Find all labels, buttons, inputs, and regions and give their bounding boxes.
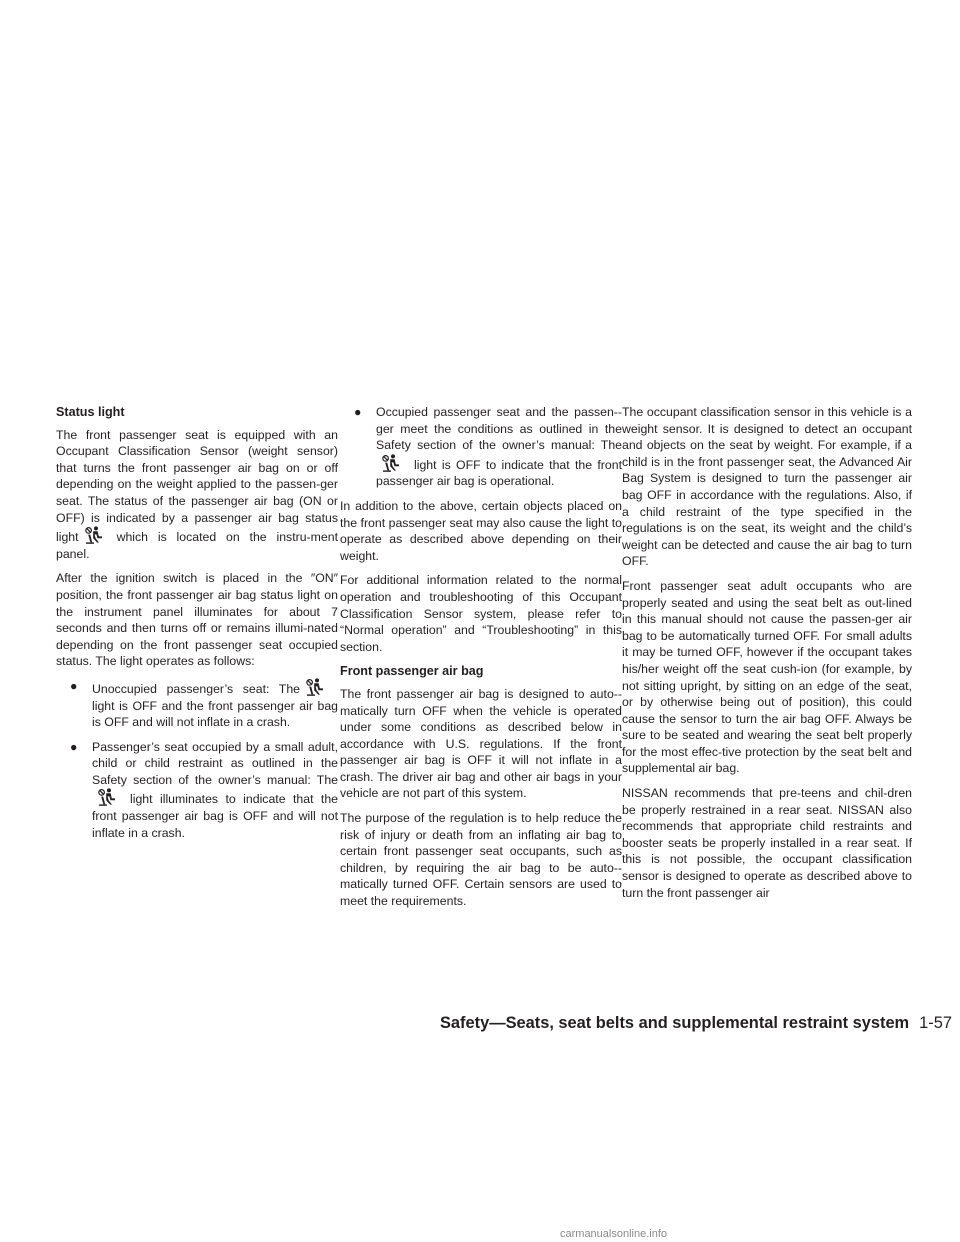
paragraph-additional-info: For additional information related to the normal operation and troubleshooting of this Occupant Classification Sensor system, please refer to “Normal operation” and “Troubleshooting” in this section.	[340, 573, 622, 654]
paragraph-ignition: After the ignition switch is placed in the ″ON″ position, the front passenger air bag status light on the instrument panel illuminates for about 7 seconds and then turns off or remains illumi-nated depending on the front passenger seat occupied status. The light operates as follows:	[56, 571, 338, 669]
passenger-airbag-status-icon	[382, 454, 400, 472]
column-left	[56, 404, 338, 849]
bullet-small-adult	[70, 739, 338, 842]
bullet-unoccupied	[70, 678, 338, 731]
paragraph-status-light-intro	[56, 427, 338, 563]
bullet-occupied	[354, 404, 622, 490]
paragraph-weight-sensor: The occupant classification sensor in this vehicle is a weight sensor. It is designed to detect an occupant and objects on the seat by weight. For example, if a child is in the front passenger seat, the Advanced Air Bag System is designed to turn the passenger air bag OFF in accordance with the regulations. Also, if a child restraint of the type specified in the regulations is on the seat, its weight and the child’s weight can be detected and cause the air bag to turn OFF.	[622, 405, 912, 569]
page-footer	[440, 1014, 952, 1033]
bullet-dot: ●	[70, 739, 78, 754]
bullet-text: Unoccupied passenger’s seat: The	[92, 681, 300, 696]
status-light-bullet-list-continued	[340, 404, 622, 490]
page-number: 1-57	[919, 1014, 952, 1032]
paragraph-objects: In addition to the above, certain objects placed on the front passenger seat may also cause the light to operate as described above depending on their weight.	[340, 498, 622, 563]
heading-status-light: Status light	[56, 405, 125, 419]
footer-section-title: Safety—Seats, seat belts and supplemental restraint system	[440, 1014, 910, 1032]
heading-front-passenger-air-bag: Front passenger air bag	[340, 664, 484, 679]
passenger-airbag-status-icon	[98, 788, 116, 806]
paragraph-adult-occupants: Front passenger seat adult occupants who are properly seated and using the seat belt as out-lined in this manual should not cause the passen-ger air bag to be automatically turned OFF. For small adults it may be turned OFF, however if the occupant takes his/her weight off the seat cush-ion (for example, by not sitting upright, by sitting on an edge of the seat, or by otherwise being out of position), this could cause the sensor to turn the air bag OFF. Always be sure to be seated and wearing the seat belt properly for the most effec-tive protection by the seat belt and supplemental air bag.	[622, 578, 912, 776]
paragraph-regulation-purpose: The purpose of the regulation is to help reduce the risk of injury or death from an inflating air bag to certain front passenger seat occupants, such as children, by requiring the air bag to be auto-matically turned OFF. Certain sensors are used to meet the requirements.	[340, 811, 622, 909]
column-middle	[340, 404, 622, 918]
paragraph-air-bag-off: The front passenger air bag is designed to auto-matically turn OFF when the vehicle is operated under some conditions as described below in accordance with U.S. regulations. If the front passenger air bag is OFF it will not inflate in a crash. The driver air bag and other air bags in your vehicle are not part of this system.	[340, 686, 622, 801]
paragraph-text: The front passenger seat is equipped with an Occupant Classification Sensor (weight sensor) that turns the front passenger air bag on or off depending on the weight applied to the passen-ger seat. The status of the passenger air bag (ON or OFF) is indicated by a passenger air bag status light	[56, 427, 338, 545]
bullet-text: Passenger’s seat occupied by a small adult, child or child restraint as outlined in the Safety section of the owner’s manual: The	[92, 739, 338, 787]
bullet-dot: ●	[70, 678, 78, 693]
passenger-airbag-status-icon	[306, 678, 324, 696]
passenger-airbag-status-icon	[85, 526, 103, 544]
status-light-bullet-list	[56, 678, 338, 841]
bullet-text: Occupied passenger seat and the passen-ger meet the conditions as outlined in the Safety section of the owner’s manual: The	[376, 405, 622, 453]
paragraph-nissan-recommends: NISSAN recommends that pre-teens and chil-dren be properly restrained in a rear seat. NISSAN also recommends that appropriate child restraints and booster seats be properly installed in a rear seat. If this is not possible, the occupant classification sensor is designed to operate as described above to turn the front passenger air	[622, 786, 912, 900]
watermark: carmanualsonline.info	[560, 1228, 668, 1240]
bullet-text: light illuminates to indicate that the front passenger air bag is OFF and will not inflate in a crash.	[92, 792, 338, 840]
bullet-text: light is OFF to indicate that the front passenger air bag is operational.	[376, 457, 622, 489]
paragraph-text: which is located on the instru-ment panel.	[56, 530, 338, 561]
bullet-text: light is OFF and the front passenger air bag is OFF and will not inflate in a crash.	[92, 698, 338, 730]
bullet-dot: ●	[354, 405, 362, 419]
column-right	[622, 404, 912, 909]
